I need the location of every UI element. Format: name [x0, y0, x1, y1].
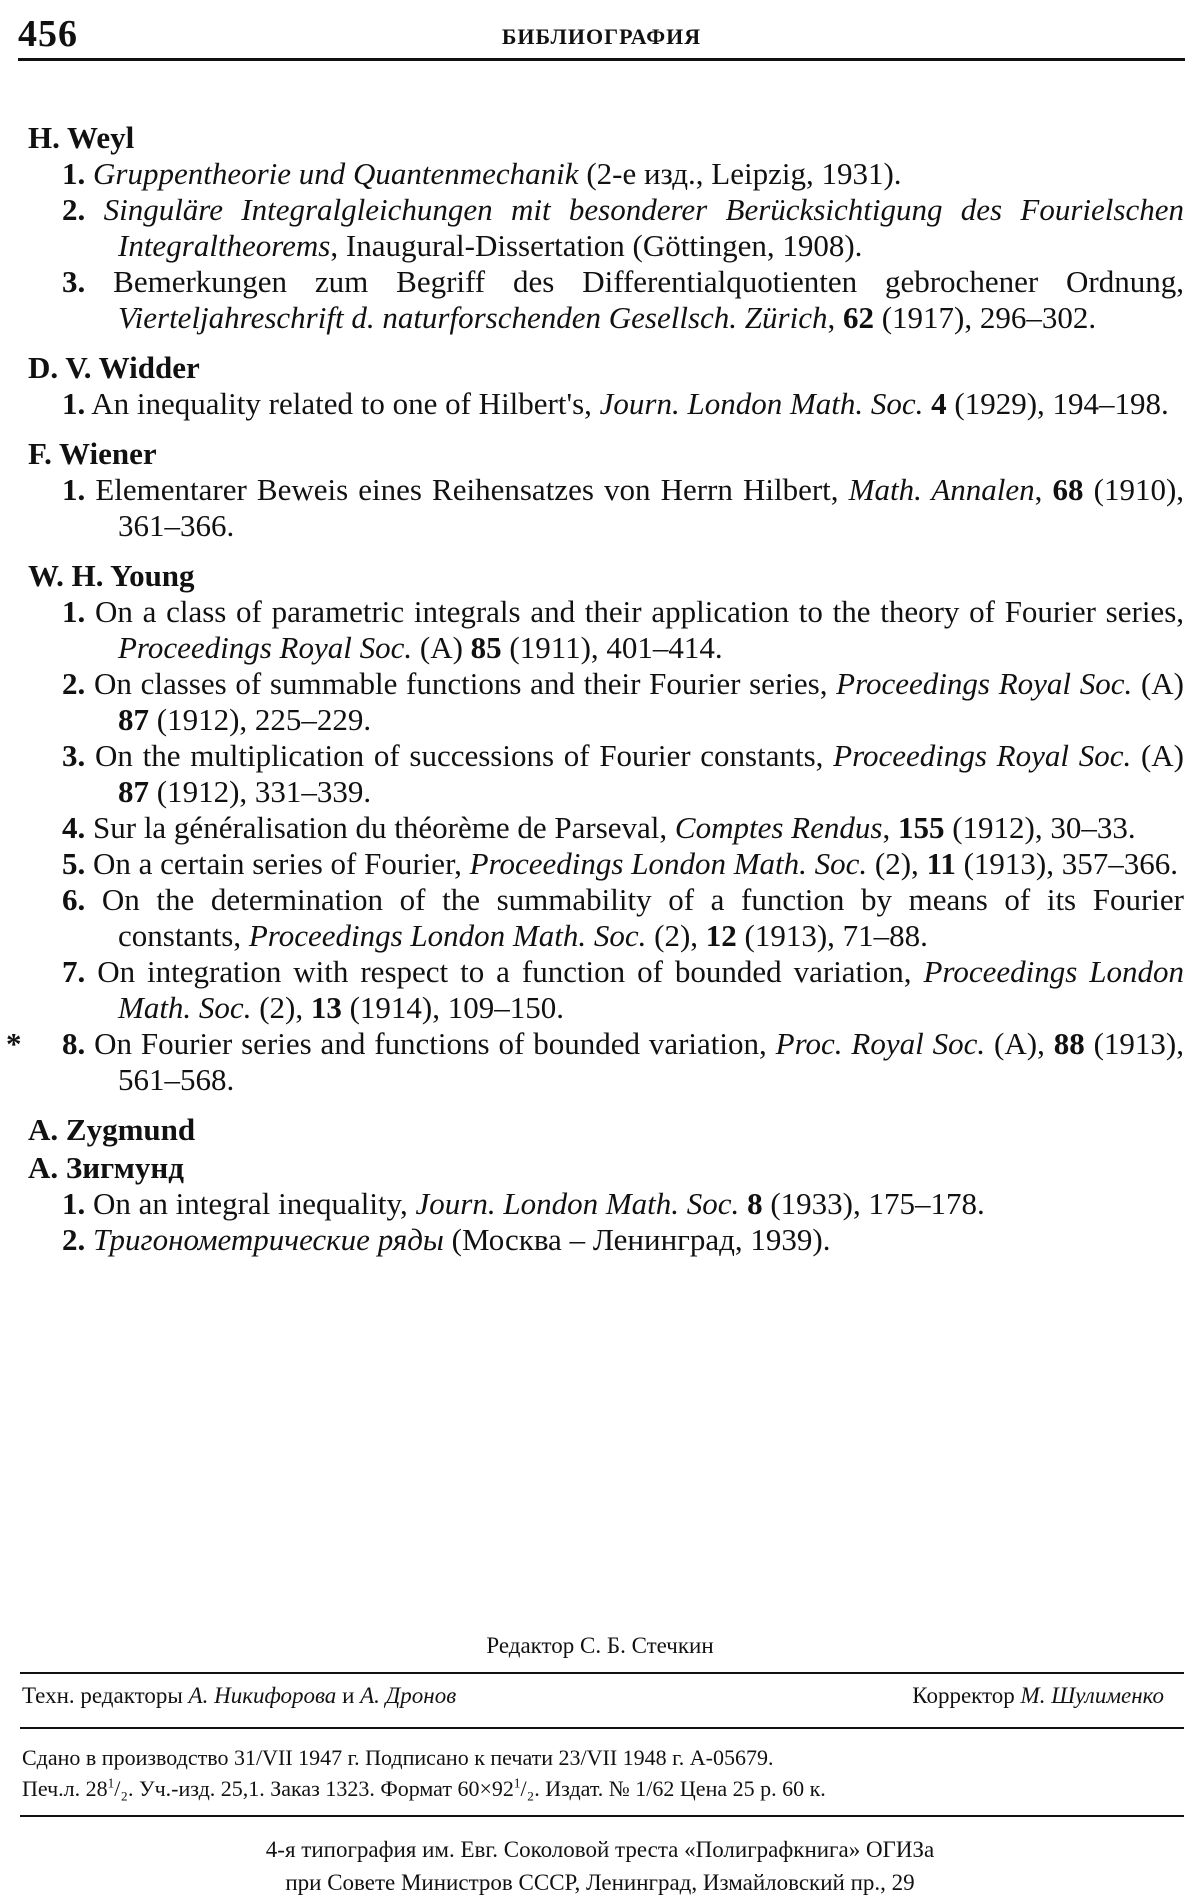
running-head — [18, 6, 1185, 56]
bib-entry — [28, 810, 1184, 846]
entry-volume: 4 — [931, 386, 947, 421]
printer-line: 4-я типография им. Евг. Соколовой треста «Полиграфкнига» ОГИЗа — [265, 1837, 935, 1862]
entry-text: On the determination of the summability of a function by means of its Fourier constants, — [101, 882, 1185, 953]
section-title: БИБЛИОГРАФИЯ — [501, 24, 702, 49]
entry-text: (A) — [1132, 666, 1184, 701]
author-name: H. Weyl — [28, 120, 135, 155]
bibliography-list — [6, 120, 1185, 1272]
entry-volume: 87 — [118, 774, 149, 809]
entry-title-italic: Comptes Rendus — [674, 810, 883, 845]
printer-address-line: при Совете Министров СССР, Ленинград, Измайловский пр., 29 — [285, 1870, 915, 1895]
bib-entry — [28, 192, 1184, 264]
entry-text: , — [882, 810, 898, 845]
entry-volume: 155 — [897, 810, 945, 845]
entry-volume: 8 — [747, 1186, 763, 1221]
entry-text — [739, 1186, 747, 1221]
bib-entry — [6, 1026, 1185, 1098]
entry-title-italic: Proceedings Royal Soc. — [118, 630, 413, 665]
entry-text: (1912), 30–33. — [944, 810, 1136, 845]
entry-volume: 12 — [705, 918, 737, 953]
entry-text: (1929), 194–198. — [946, 386, 1169, 421]
entry-volume: 62 — [842, 300, 874, 335]
entry-text: , — [827, 300, 843, 335]
author-name: W. H. Young — [28, 558, 195, 593]
entry-number: 6. — [62, 882, 86, 917]
entry-number: 2. — [62, 666, 86, 701]
author-name: A. Zygmund — [28, 1112, 196, 1147]
entry-title-italic: Proceedings London Math. Soc. — [469, 846, 868, 881]
superscript: 1 — [107, 1775, 115, 1791]
entry-marker: * — [6, 1026, 22, 1061]
entry-text: On an integral inequality, — [93, 1186, 416, 1221]
entry-text: (1912), 225–229. — [149, 702, 372, 737]
entry-number: 4. — [62, 810, 86, 845]
printing-format-line — [22, 1773, 1180, 1804]
bib-entry — [28, 386, 1184, 422]
author-block — [6, 558, 1185, 1098]
superscript: 1 — [513, 1775, 521, 1791]
entry-volume: 11 — [926, 846, 956, 881]
entry-text: Elementarer Beweis eines Reihensatzes von Herrn Hilbert, — [95, 472, 849, 507]
entry-volume: 88 — [1053, 1026, 1085, 1061]
corrector-credit — [912, 1683, 1164, 1709]
bib-entry — [28, 264, 1184, 336]
entry-number: 3. — [62, 264, 86, 299]
tech-editor-name: А. Дронов — [360, 1683, 457, 1708]
entry-text: Sur la généralisation du théorème de Parseval, — [93, 810, 675, 845]
entry-number: 1. — [62, 386, 86, 421]
entry-text: (1933), 175–178. — [762, 1186, 985, 1221]
entry-number: 8. — [62, 1026, 86, 1061]
entry-text: (1914), 109–150. — [341, 990, 565, 1025]
entry-text: (2), — [251, 990, 311, 1025]
tech-editors-line — [22, 1683, 1164, 1709]
entry-title-italic: Gruppentheorie und Quantenmechanik — [93, 156, 579, 191]
colophon-rule-bottom — [20, 1815, 1184, 1817]
author-name: F. Wiener — [28, 436, 157, 471]
entry-title-italic: Proceedings Royal Soc. — [833, 738, 1132, 773]
entry-text: (2-е изд., Leipzig, 1931). — [578, 156, 902, 191]
tech-editor-name: А. Никифорова — [188, 1683, 337, 1708]
corrector-name: М. Шулименко — [1020, 1683, 1164, 1708]
entry-text: An inequality related to one of Hilbert's, — [91, 386, 600, 421]
colophon-rule-middle — [20, 1727, 1184, 1729]
printer-info — [0, 1833, 1200, 1899]
bib-entry — [28, 846, 1184, 882]
entry-number: 7. — [62, 954, 86, 989]
entry-text: (1911), 401–414. — [501, 630, 723, 665]
entry-volume: 85 — [470, 630, 502, 665]
entry-text: (A) — [1131, 738, 1184, 773]
author-block — [28, 1112, 1184, 1258]
entry-number: 2. — [62, 1222, 86, 1257]
entry-text: (1913), 71–88. — [736, 918, 928, 953]
entry-text: (A), — [985, 1026, 1054, 1061]
page-number: 456 — [18, 13, 78, 55]
bib-entry — [28, 1186, 1184, 1222]
entry-volume: 68 — [1052, 472, 1084, 507]
entry-volume: 13 — [310, 990, 342, 1025]
entry-number: 3. — [62, 738, 86, 773]
tech-editors-label: Техн. редакторы — [22, 1683, 189, 1708]
printing-dates-line: Сдано в производство 31/VII 1947 г. Подписано к печати 23/VII 1948 г. А-05679. — [22, 1745, 774, 1770]
entry-title-italic: Proceedings London Math. Soc. — [118, 954, 1184, 1025]
entry-number: 1. — [62, 472, 86, 507]
entry-title-italic: Proceedings London Math. Soc. — [248, 918, 647, 953]
entry-text: On the multiplication of successions of Fourier constants, — [94, 738, 834, 773]
entry-volume: 87 — [118, 702, 149, 737]
author-name: D. V. Widder — [28, 350, 200, 385]
bib-entry — [28, 882, 1184, 954]
bib-entry — [28, 738, 1184, 810]
tech-editors-and: и — [336, 1683, 361, 1708]
author-name-alt: А. Зигмунд — [28, 1150, 184, 1185]
entry-text: (Москва – Ленинград, 1939). — [443, 1222, 831, 1257]
entry-text: , — [1034, 472, 1053, 507]
entry-number: 2. — [62, 192, 86, 227]
bib-entry — [28, 1222, 1184, 1258]
entry-text: On a class of parametric integrals and their application to the theory of Fourier series, — [94, 594, 1185, 629]
entry-number: 1. — [62, 156, 86, 191]
entry-text: (2), — [646, 918, 706, 953]
entry-title-italic: Singuläre Integralgleichungen mit besonderer Berücksichtigung des Fourielschen Integraltheorems — [103, 192, 1185, 263]
entry-number: 1. — [62, 594, 86, 629]
entry-title-italic: Тригонометрические ряды — [93, 1222, 444, 1257]
print-volume-order-format: /₂. Уч.-изд. 25,1. Заказ 1323. Формат 60×92 — [114, 1776, 514, 1801]
entry-text — [923, 386, 931, 421]
entry-text: (1913), 561–568. — [118, 1026, 1185, 1097]
entry-text: On Fourier series and functions of bounded variation, — [94, 1026, 776, 1061]
bib-entry — [28, 954, 1184, 1026]
entry-text: (1913), 357–366. — [955, 846, 1179, 881]
entry-title-italic: Journ. London Math. Soc. — [599, 386, 924, 421]
editor-line: Редактор С. Б. Стечкин — [486, 1633, 714, 1658]
header-rule — [18, 58, 1185, 61]
bib-entry — [28, 472, 1184, 544]
entry-title-italic: Proc. Royal Soc. — [775, 1026, 986, 1061]
entry-title-italic: Journ. London Math. Soc. — [415, 1186, 740, 1221]
author-block — [28, 436, 1184, 544]
bib-entry — [28, 666, 1184, 738]
entry-text: On integration with respect to a function of bounded variation, — [97, 954, 924, 989]
bib-entry — [28, 594, 1184, 666]
print-sheets: Печ.л. 28 — [22, 1776, 108, 1801]
entry-text: (1910), 361–366. — [118, 472, 1185, 543]
entry-text: (1912), 331–339. — [149, 774, 372, 809]
entry-text: , Inaugural-Dissertation (Göttingen, 1908). — [330, 228, 863, 263]
entry-text: (1917), 296–302. — [873, 300, 1097, 335]
printing-details — [22, 1742, 1180, 1804]
bib-entry — [28, 156, 1184, 192]
entry-number: 1. — [62, 1186, 86, 1221]
entry-text: Bemerkungen zum Begriff des Differentialquotienten gebrochener Ordnung, — [113, 264, 1185, 299]
corrector-label: Корректор — [912, 1683, 1021, 1708]
entry-title-italic: Vierteljahreschrift d. naturforschenden Gesellsch. Zürich — [118, 300, 828, 335]
entry-number: 5. — [62, 846, 86, 881]
entry-text: (A) — [412, 630, 471, 665]
entry-text: On classes of summable functions and their Fourier series, — [93, 666, 837, 701]
entry-title-italic: Math. Annalen — [848, 472, 1035, 507]
entry-text: On a certain series of Fourier, — [93, 846, 470, 881]
colophon-rule-top — [20, 1672, 1184, 1674]
author-block — [28, 120, 1184, 336]
author-block — [28, 350, 1184, 422]
print-publisher-price: /₂. Издат. № 1/62 Цена 25 р. 60 к. — [520, 1776, 826, 1801]
entry-title-italic: Proceedings Royal Soc. — [836, 666, 1133, 701]
entry-text: (2), — [867, 846, 927, 881]
